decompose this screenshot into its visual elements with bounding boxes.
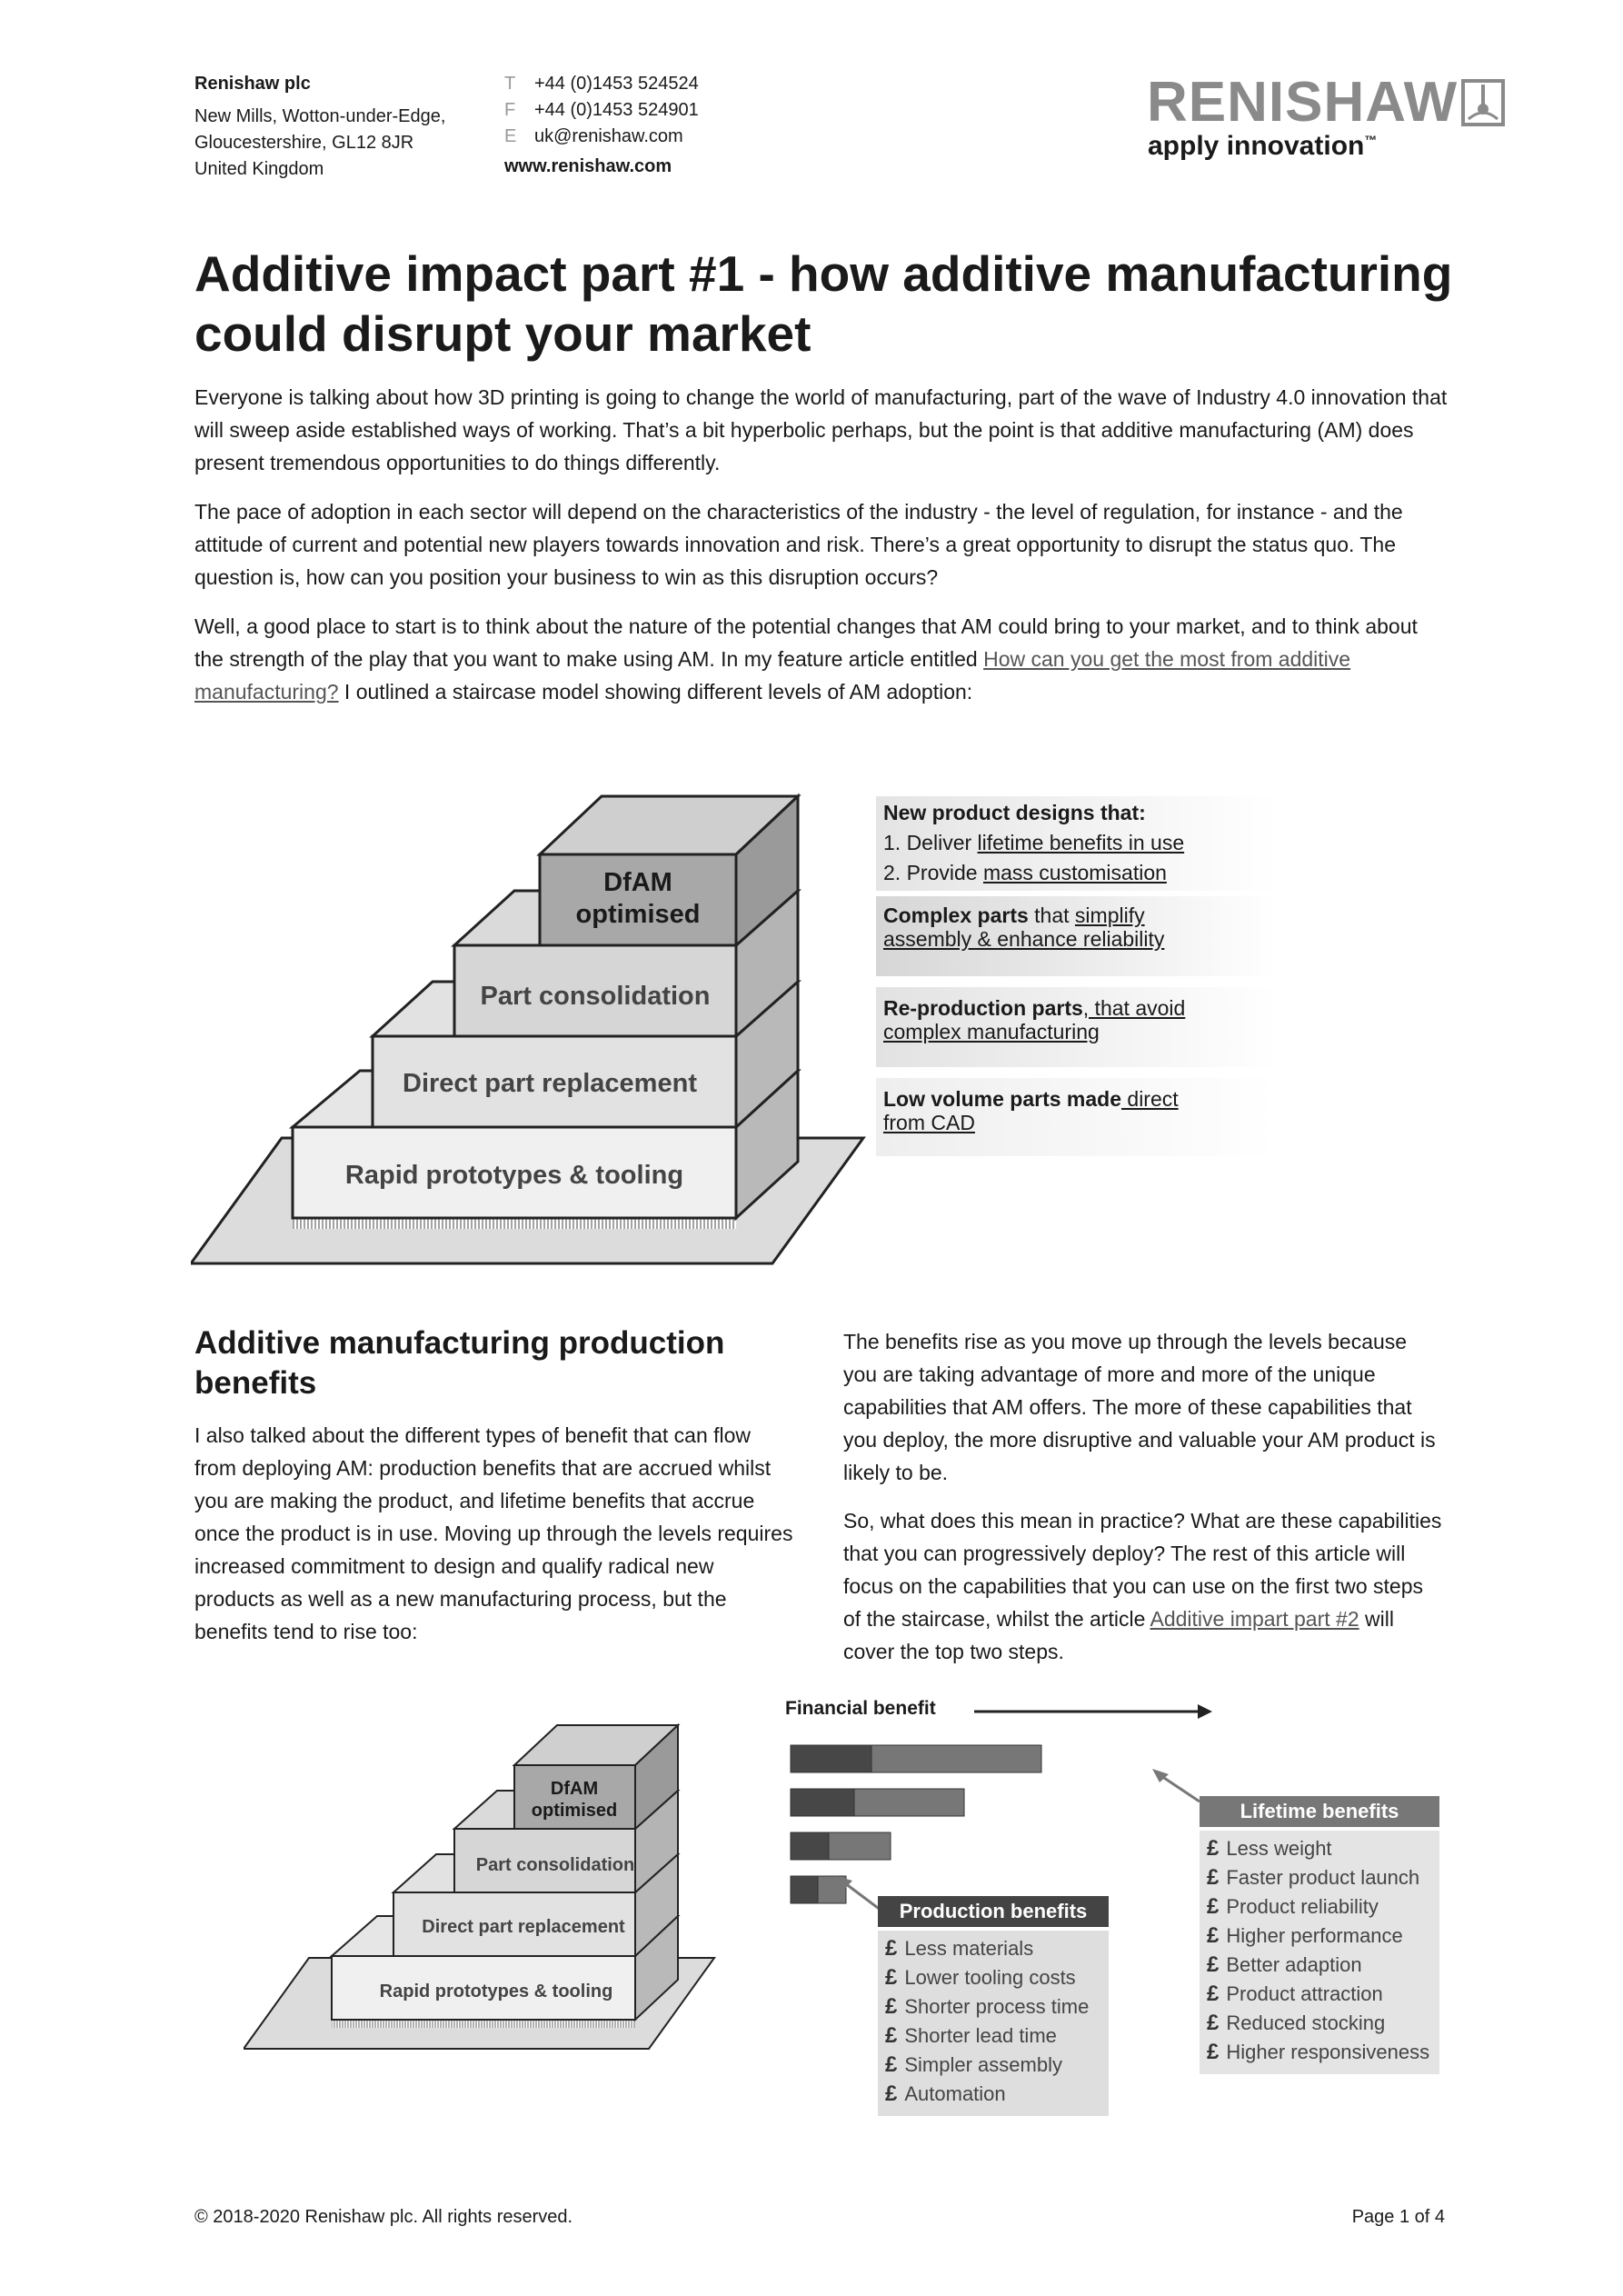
article-title: Additive impact part #1 - how additive manufacturing could disrupt your market xyxy=(194,245,1453,362)
pound-icon: £ xyxy=(885,2052,898,2077)
lifetime-benefit-item xyxy=(1207,1892,1434,1922)
annotation-underline: simplify xyxy=(1074,903,1145,927)
step-label: Rapid prototypes & tooling xyxy=(379,1982,613,2002)
annotation-text: 1. Deliver xyxy=(883,831,978,854)
contact-block xyxy=(504,71,699,180)
production-benefit-item xyxy=(885,2080,1100,2109)
lifetime-benefit-item xyxy=(1207,1980,1434,2009)
intro-paragraph-3-text: I outlined a staircase model showing different levels of AM adoption: xyxy=(338,680,973,704)
pound-icon: £ xyxy=(1207,1923,1220,1948)
annotation-title: New product designs that: xyxy=(883,801,1146,824)
lifetime-benefit-item xyxy=(1207,2038,1434,2067)
step-label: DfAM xyxy=(550,1779,599,1799)
lifetime-benefit-item xyxy=(1207,2009,1434,2038)
lifetime-benefit-bar xyxy=(871,1745,1041,1772)
lifetime-benefits-header: Lifetime benefits xyxy=(1200,1796,1439,1827)
company-address-block xyxy=(194,71,445,183)
lifetime-benefits-panel xyxy=(1200,1796,1439,2074)
step-label: Part consolidation xyxy=(475,1855,635,1875)
benefit-text: Less materials xyxy=(904,1937,1034,1960)
production-pointer xyxy=(845,1883,881,1911)
production-benefit-item xyxy=(885,1934,1100,1963)
tagline-text: apply innovation xyxy=(1148,131,1365,161)
annotation-underline: from CAD xyxy=(883,1111,975,1134)
annotation-text: that xyxy=(1028,903,1075,927)
production-benefit-item xyxy=(885,2051,1100,2080)
step-label: Part consolidation xyxy=(480,982,711,1011)
footer-page-number: Page 1 of 4 xyxy=(1351,2207,1445,2227)
benefit-text: Simpler assembly xyxy=(904,2053,1062,2076)
production-benefits-panel xyxy=(878,1896,1109,2116)
pound-icon: £ xyxy=(1207,2040,1220,2064)
annotation-underline: lifetime benefits in use xyxy=(977,831,1185,854)
benefit-text: Higher responsiveness xyxy=(1226,2041,1430,2063)
production-benefit-bar xyxy=(791,1876,818,1903)
section-heading-line: benefits xyxy=(194,1365,317,1401)
right-paragraph-text: So, what does this mean in practice? What are these capabilities that you can progressively deploy? The rest of this article will focus on the capabilities that you can use on the first two steps of the staircase, whilst the article xyxy=(843,1509,1442,1631)
annotation-underline: , that avoid xyxy=(1082,996,1186,1020)
website-link[interactable]: www.renishaw.com xyxy=(504,156,672,176)
pound-icon: £ xyxy=(1207,1982,1220,2006)
lifetime-benefit-item xyxy=(1207,1863,1434,1892)
annotation-bold: Low volume parts made xyxy=(883,1087,1122,1111)
chart-bars xyxy=(791,1745,1041,1903)
fax-line xyxy=(504,97,699,124)
section-right-paragraph-2 xyxy=(843,1504,1443,1668)
pound-icon: £ xyxy=(885,1965,898,1990)
benefit-text: Shorter process time xyxy=(904,1995,1090,2018)
intro-paragraph-2: The pace of adoption in each sector will depend on the characteristics of the industry - the level of regulation, for instance - and the attitude of current and potential new players towards innovation and risk. There’s a great opportunity to disrupt the status quo. The question is, how can you position your business to win as this disruption occurs? xyxy=(194,500,1403,589)
lifetime-benefit-item xyxy=(1207,1922,1434,1951)
pound-icon: £ xyxy=(885,2023,898,2048)
logo-probe-icon xyxy=(1461,79,1505,126)
production-benefit-item xyxy=(885,1992,1100,2021)
pound-icon: £ xyxy=(1207,2011,1220,2035)
annotation-consolidation xyxy=(883,903,1164,951)
production-benefit-bar xyxy=(791,1832,829,1860)
pound-icon: £ xyxy=(1207,1865,1220,1890)
lifetime-benefit-bar xyxy=(854,1789,964,1816)
benefit-text: Higher performance xyxy=(1226,1924,1403,1947)
annotation-line xyxy=(883,828,1184,858)
financial-benefit-chart xyxy=(782,1692,1236,1911)
address-line: Gloucestershire, GL12 8JR xyxy=(194,133,414,153)
phone-label: T xyxy=(504,74,516,94)
benefit-text: Better adaption xyxy=(1226,1953,1362,1976)
annotation-bold: Re-production parts xyxy=(883,996,1083,1020)
annotation-underline: assembly & enhance reliability xyxy=(883,927,1165,951)
right-paragraph-text: will cover the top two steps. xyxy=(843,1607,1394,1663)
benefit-text: Lower tooling costs xyxy=(904,1966,1076,1989)
phone-number: +44 (0)1453 524524 xyxy=(534,74,699,94)
lifetime-benefit-item xyxy=(1207,1834,1434,1863)
annotation-underline: direct xyxy=(1121,1087,1179,1111)
production-benefit-item xyxy=(885,1963,1100,1992)
benefit-text: Product reliability xyxy=(1226,1895,1379,1918)
step-label: optimised xyxy=(531,1801,618,1821)
annotation-dfam xyxy=(883,798,1184,888)
annotation-underline: complex manufacturing xyxy=(883,1020,1100,1043)
email-label: E xyxy=(504,126,517,146)
benefit-text: Product attraction xyxy=(1226,1982,1383,2005)
logo-wordmark: RENISHAW xyxy=(1147,71,1459,134)
annotation-prototypes xyxy=(883,1087,1179,1134)
footer-copyright: © 2018-2020 Renishaw plc. All rights reserved. xyxy=(194,2207,573,2227)
trademark-symbol: ™ xyxy=(1364,133,1378,147)
annotation-text: 2. Provide xyxy=(883,861,983,884)
production-benefit-item xyxy=(885,2021,1100,2051)
company-name: Renishaw plc xyxy=(194,74,311,94)
annotation-line xyxy=(883,858,1184,888)
address-line: New Mills, Wotton-under-Edge, xyxy=(194,106,446,126)
lifetime-pointer xyxy=(1161,1776,1200,1802)
address-line: United Kingdom xyxy=(194,159,324,179)
step-label: Rapid prototypes & tooling xyxy=(344,1161,684,1190)
production-benefits-header: Production benefits xyxy=(878,1896,1109,1927)
benefit-text: Faster product launch xyxy=(1226,1866,1420,1889)
financial-arrow-head xyxy=(1198,1704,1212,1719)
intro-paragraph-3-text: Well, a good place to start is to think about the nature of the potential changes that AM could bring to your market, and to think about the strength of the play that you want to make using AM. In my feature article entitled xyxy=(194,614,1418,671)
production-benefit-bar xyxy=(791,1745,871,1772)
staircase-diagram-large xyxy=(191,789,872,1271)
staircase-diagram-small xyxy=(244,1709,716,2054)
feature-article-link[interactable]: How can you get the most from additive manufacturing? xyxy=(194,647,1351,704)
pound-icon: £ xyxy=(885,1936,898,1961)
section-heading xyxy=(194,1323,724,1403)
production-benefits-list xyxy=(878,1931,1109,2116)
intro-paragraph-1: Everyone is talking about how 3D printing is going to change the world of manufacturing, part of the wave of Industry 4.0 innovation that will sweep aside established ways of working. That’s a bit hyperbolic perhaps, but the point is that additive manufacturing (AM) does present tremendous opportunities to do things differently. xyxy=(194,385,1448,474)
annotation-underline: mass customisation xyxy=(982,861,1167,884)
intro-paragraph-3 xyxy=(194,610,1449,708)
part2-article-link[interactable]: Additive impart part #2 xyxy=(1150,1607,1359,1631)
annotation-bold: Complex parts xyxy=(883,903,1029,927)
email-address[interactable]: uk@renishaw.com xyxy=(534,126,683,146)
step-label: Direct part replacement xyxy=(403,1069,697,1098)
benefit-text: Reduced stocking xyxy=(1226,2011,1386,2034)
tagline xyxy=(1148,131,1528,162)
pound-icon: £ xyxy=(885,2081,898,2106)
benefit-text: Automation xyxy=(904,2082,1006,2105)
lifetime-benefit-bar xyxy=(829,1832,891,1860)
pound-icon: £ xyxy=(1207,1952,1220,1977)
section-heading-line: Additive manufacturing production xyxy=(194,1325,725,1361)
email-line xyxy=(504,124,699,150)
phone-line xyxy=(504,71,699,97)
benefit-text: Shorter lead time xyxy=(904,2024,1057,2047)
chart-title: Financial benefit xyxy=(785,1698,936,1719)
production-benefit-bar xyxy=(791,1789,854,1816)
fax-label: F xyxy=(504,100,516,120)
benefit-text: Less weight xyxy=(1226,1837,1332,1860)
renishaw-logo xyxy=(1147,71,1528,162)
pound-icon: £ xyxy=(1207,1836,1220,1861)
section-left-paragraph: I also talked about the different types of benefit that can flow from deploying AM: production benefits that are accrued whilst you are making the product, and lifetime benefits that accrue once the product is in use. Moving up through the levels requires increased commitment to design and qualify radical new products as well as a new manufacturing process, but the benefits tend to rise too: xyxy=(194,1423,793,1643)
step-label: Direct part replacement xyxy=(422,1917,625,1937)
lifetime-benefits-list xyxy=(1200,1831,1439,2074)
pound-icon: £ xyxy=(885,1994,898,2019)
step-label: optimised xyxy=(575,900,701,929)
fax-number: +44 (0)1453 524901 xyxy=(534,100,699,120)
section-right-paragraph-1: The benefits rise as you move up through the levels because you are taking advantage of more and more of the unique capabilities that AM offers. The more of these capabilities that you deploy, the more disruptive and valuable your AM product is likely to be. xyxy=(843,1330,1436,1484)
step-label: DfAM xyxy=(603,868,672,897)
annotation-replacement xyxy=(883,996,1185,1043)
lifetime-benefit-item xyxy=(1207,1951,1434,1980)
pound-icon: £ xyxy=(1207,1894,1220,1919)
